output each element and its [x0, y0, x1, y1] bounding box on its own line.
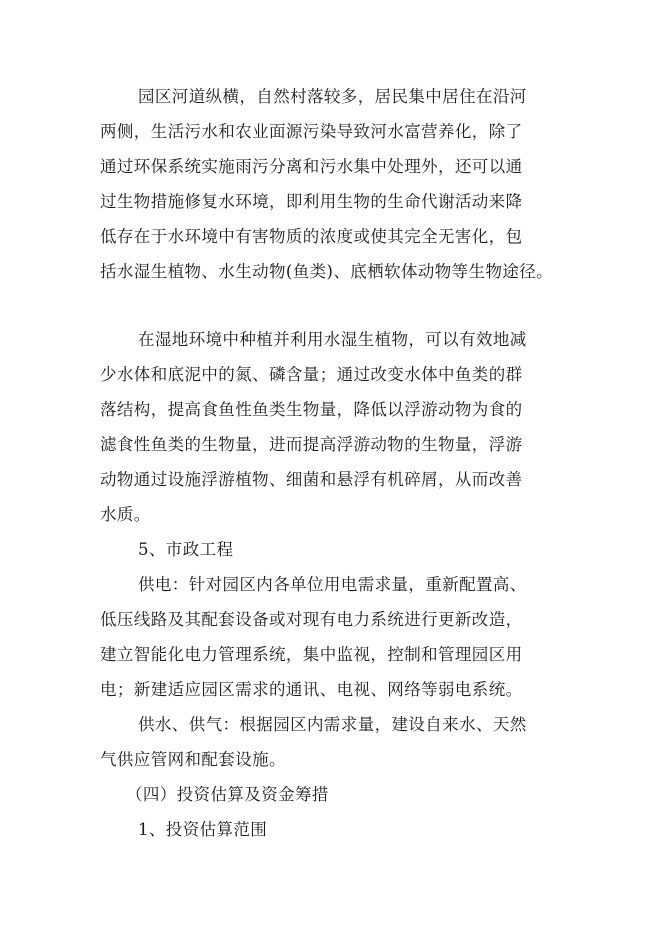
section-5-heading: 5、市政工程 [138, 540, 234, 559]
paragraph-2-line-1: 在湿地环境中种植并利用水湿生植物，可以有效地减 [138, 330, 527, 349]
power-line-3: 建立智能化电力管理系统，集中监视，控制和管理园区用 [100, 645, 523, 664]
power-line-1: 供电：针对园区内各单位用电需求量，重新配置高、 [138, 575, 527, 594]
paragraph-1-line-5: 低存在于水环境中有害物质的浓度或使其完全无害化，包 [100, 227, 523, 246]
paragraph-1-line-2: 两侧，生活污水和农业面源污染导致河水富营养化，除了 [100, 122, 523, 141]
paragraph-2-line-6: 水质。 [100, 505, 151, 524]
paragraph-2-line-5: 动物通过设施浮游植物、细菌和悬浮有机碎屑，从而改善 [100, 470, 523, 489]
paragraph-1-line-4: 过生物措施修复水环境，即利用生物的生命代谢活动来降 [100, 192, 523, 211]
paragraph-1-line-3: 通过环保系统实施雨污分离和污水集中处理外，还可以通 [100, 157, 523, 176]
paragraph-1-line-1: 园区河道纵横，自然村落较多，居民集中居住在沿河 [138, 87, 527, 106]
power-line-4: 电；新建适应园区需求的通讯、电视、网络等弱电系统。 [100, 680, 523, 699]
water-gas-line-2: 气供应管网和配套设施。 [100, 750, 286, 769]
paragraph-2-line-2: 少水体和底泥中的氮、磷含量；通过改变水体中鱼类的群 [100, 365, 523, 384]
subsection-1-heading: 1、投资估算范围 [138, 820, 268, 839]
paragraph-2-line-3: 落结构，提高食鱼性鱼类生物量，降低以浮游动物为食的 [100, 400, 523, 419]
paragraph-2-line-4: 滤食性鱼类的生物量，进而提高浮游动物的生物量，浮游 [100, 435, 523, 454]
power-line-2: 低压线路及其配套设备或对现有电力系统进行更新改造， [100, 610, 523, 629]
section-4-heading: （四）投资估算及资金筹措 [126, 785, 329, 804]
paragraph-1-line-6: 括水湿生植物、水生动物(鱼类)、底栖软体动物等生物途径。 [100, 262, 554, 281]
water-gas-line-1: 供水、供气：根据园区内需求量，建设自来水、天然 [138, 715, 527, 734]
